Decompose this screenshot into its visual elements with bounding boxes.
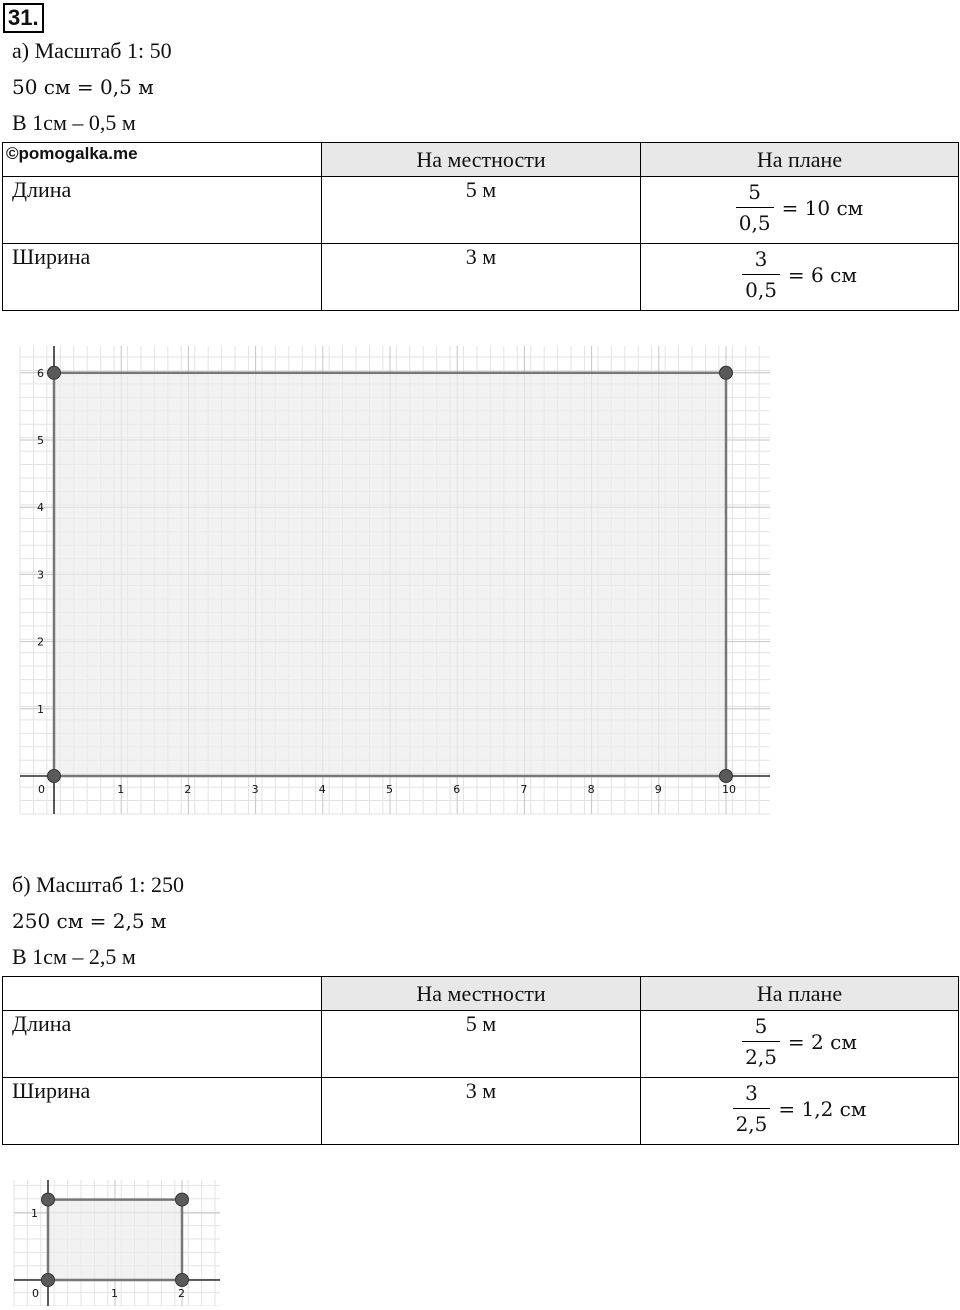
x-tick-label: 0 bbox=[38, 783, 45, 796]
x-tick-label: 0 bbox=[32, 1287, 39, 1300]
ground-value: 3 м bbox=[322, 244, 641, 311]
row-label: Длина bbox=[3, 1011, 322, 1078]
part-b-ratio: В 1см – 2,5 м bbox=[12, 944, 136, 969]
vertex-point bbox=[48, 366, 61, 379]
plot-b bbox=[0, 1176, 230, 1306]
plan-rectangle bbox=[54, 373, 726, 776]
y-tick-label: 6 bbox=[37, 366, 44, 380]
column-header-plan: На плане bbox=[641, 143, 959, 177]
ground-value: 5 м bbox=[322, 177, 641, 244]
column-header-ground: На местности bbox=[322, 977, 641, 1011]
part-b-heading: б) Масштаб 1: 250 bbox=[12, 872, 185, 897]
x-tick-label: 1 bbox=[117, 783, 125, 796]
table-corner-cell bbox=[3, 977, 322, 1011]
x-tick-label: 7 bbox=[520, 783, 528, 796]
part-b-conversion: 250 см = 2,5 м bbox=[12, 909, 167, 933]
part-a-conversion: 50 см = 0,5 м bbox=[12, 75, 154, 99]
row-label: Длина bbox=[3, 177, 322, 244]
fraction-numerator: 3 bbox=[745, 1081, 758, 1105]
x-tick-label: 6 bbox=[453, 783, 461, 796]
x-tick-label: 3 bbox=[251, 783, 259, 796]
row-label: Ширина bbox=[3, 1078, 322, 1145]
column-header-ground: На местности bbox=[322, 143, 641, 177]
plan-value bbox=[641, 244, 959, 311]
y-tick-label: 3 bbox=[37, 568, 44, 582]
vertex-point bbox=[720, 366, 733, 379]
y-tick-label: 5 bbox=[37, 434, 44, 447]
task-number: 31. bbox=[3, 3, 44, 33]
fraction-result: = 2 см bbox=[787, 1029, 857, 1054]
table-corner-cell bbox=[3, 143, 322, 177]
plan-value bbox=[641, 1078, 959, 1145]
part-a-heading: а) Масштаб 1: 50 bbox=[12, 38, 172, 63]
table-row bbox=[3, 244, 959, 311]
x-tick-label: 8 bbox=[587, 783, 595, 796]
vertex-point bbox=[48, 770, 61, 783]
x-tick-label: 2 bbox=[184, 783, 192, 796]
x-tick-label: 9 bbox=[654, 783, 662, 796]
fraction-numerator: 5 bbox=[754, 1014, 768, 1038]
vertex-point bbox=[42, 1274, 55, 1287]
plot-a bbox=[0, 338, 790, 818]
y-tick-label: 4 bbox=[37, 501, 44, 515]
y-tick-label: 1 bbox=[37, 702, 44, 716]
vertex-point bbox=[720, 770, 733, 783]
vertex-point bbox=[176, 1274, 189, 1287]
fraction-denominator: 2,5 bbox=[733, 1108, 771, 1139]
fraction-result: = 1,2 см bbox=[778, 1096, 867, 1121]
vertex-point bbox=[42, 1193, 55, 1206]
table-header-row bbox=[3, 143, 959, 177]
x-tick-label: 4 bbox=[318, 783, 326, 796]
table-row bbox=[3, 1011, 959, 1078]
y-tick-label: 2 bbox=[37, 635, 44, 649]
vertex-point bbox=[176, 1193, 189, 1206]
fraction-result: = 6 см bbox=[787, 262, 857, 287]
plan-value bbox=[641, 1011, 959, 1078]
part-b-table bbox=[2, 976, 959, 1145]
ground-value: 5 м bbox=[322, 1011, 641, 1078]
fraction-denominator: 0,5 bbox=[742, 274, 780, 305]
y-tick-label: 1 bbox=[31, 1207, 38, 1220]
x-tick-label: 2 bbox=[178, 1287, 185, 1300]
part-a-table bbox=[2, 142, 959, 311]
table-row bbox=[3, 177, 959, 244]
table-header-row bbox=[3, 977, 959, 1011]
fraction-denominator: 2,5 bbox=[742, 1041, 780, 1072]
row-label: Ширина bbox=[3, 244, 322, 311]
ground-value: 3 м bbox=[322, 1078, 641, 1145]
fraction-result: = 10 см bbox=[781, 195, 864, 220]
fraction-numerator: 3 bbox=[754, 247, 768, 271]
x-tick-label: 10 bbox=[722, 783, 736, 796]
watermark: ©pomogalka.me bbox=[6, 144, 138, 163]
x-tick-label: 1 bbox=[111, 1287, 118, 1300]
plan-rectangle bbox=[48, 1200, 182, 1280]
part-a-ratio: В 1см – 0,5 м bbox=[12, 110, 136, 135]
plan-value bbox=[641, 177, 959, 244]
column-header-plan: На плане bbox=[641, 977, 959, 1011]
table-row bbox=[3, 1078, 959, 1145]
x-tick-label: 5 bbox=[386, 783, 393, 796]
fraction-numerator: 5 bbox=[748, 180, 762, 204]
fraction-denominator: 0,5 bbox=[736, 207, 774, 238]
